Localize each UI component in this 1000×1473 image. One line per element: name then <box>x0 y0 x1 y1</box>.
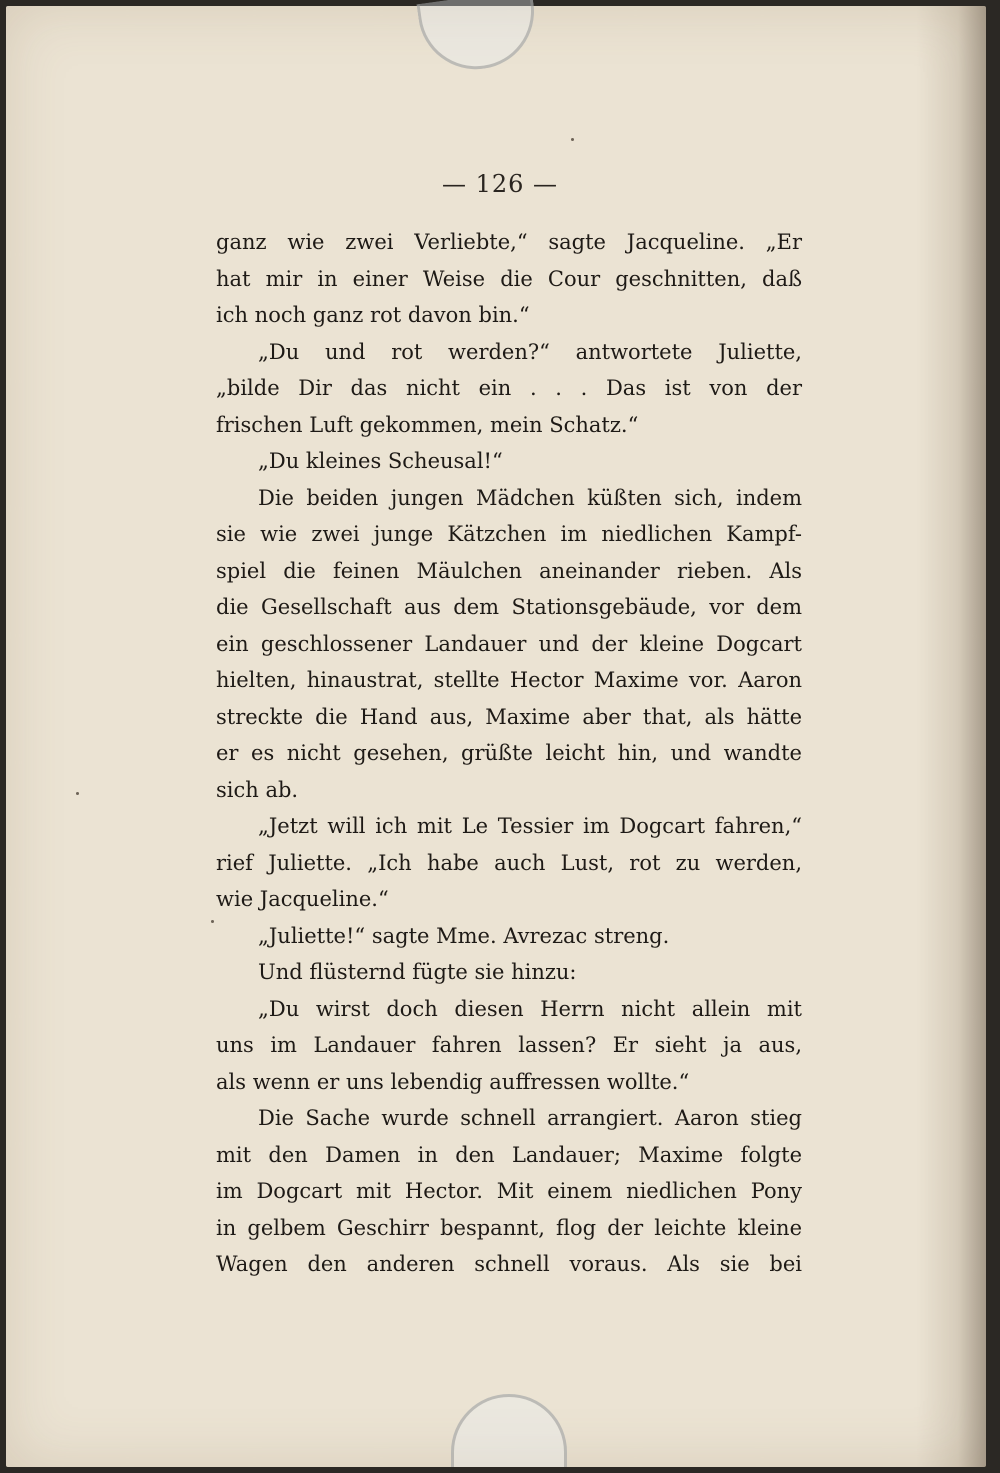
text-line: hielten, hinaustrat, stellte Hector Maxime vor. Aaron <box>216 668 802 692</box>
text-line: die Gesellschaft aus dem Stationsgebäude, vor dem <box>216 595 802 619</box>
page-number: — 126 — <box>441 170 559 198</box>
text-line: im Dogcart mit Hector. Mit einem niedlichen Pony <box>216 1179 802 1203</box>
text-line: uns im Landauer fahren lassen? Er sieht ja aus, <box>216 1033 802 1057</box>
page-clip-top <box>416 0 541 77</box>
text-line: Die Sache wurde schnell arrangiert. Aaron stieg <box>258 1106 802 1130</box>
text-line: „Du kleines Scheusal!“ <box>258 449 503 473</box>
text-line: spiel die feinen Mäulchen aneinander rieben. Als <box>216 558 802 583</box>
text-line: „Du wirst doch diesen Herrn nicht allein mit <box>258 996 802 1021</box>
text-line: in gelbem Geschirr bespannt, flog der leichte kleine <box>216 1215 802 1240</box>
text-line: rief Juliette. „Ich habe auch Lust, rot zu werden, <box>216 850 802 875</box>
text-line: sich ab. <box>216 777 299 802</box>
body-text <box>216 224 802 1283</box>
text-line: ein geschlossener Landauer und der kleine Dogcart <box>216 631 802 656</box>
text-line: mit den Damen in den Landauer; Maxime folgte <box>216 1142 802 1167</box>
text-line: Wagen den anderen schnell voraus. Als sie bei <box>216 1252 802 1276</box>
spine-shadow <box>916 6 986 1467</box>
page-clip-bottom <box>451 1394 567 1467</box>
text-line: ganz wie zwei Verliebte,“ sagte Jacqueline. „Er <box>216 230 802 254</box>
text-line: „Juliette!“ sagte Mme. Avrezac streng. <box>258 923 670 948</box>
text-line: er es nicht gesehen, grüßte leicht hin, und wandte <box>216 741 802 765</box>
text-line: wie Jacqueline.“ <box>216 887 389 911</box>
text-line: „Jetzt will ich mit Le Tessier im Dogcart fahren,“ <box>258 814 802 838</box>
text-line: frischen Luft gekommen, mein Schatz.“ <box>216 412 639 437</box>
text-line: „Du und rot werden?“ antwortete Juliette, <box>258 339 802 364</box>
paper-speck <box>211 920 214 923</box>
paper-speck <box>76 792 79 795</box>
text-line: hat mir in einer Weise die Cour geschnitten, daß <box>216 266 802 291</box>
text-line: streckte die Hand aus, Maxime aber that, als hätte <box>216 704 802 729</box>
text-line: ich noch ganz rot davon bin.“ <box>216 303 530 327</box>
text-line: als wenn er uns lebendig auffressen wollte.“ <box>216 1069 690 1094</box>
text-line: „bilde Dir das nicht ein . . . Das ist von der <box>216 376 802 400</box>
text-line: Die beiden jungen Mädchen küßten sich, indem <box>258 485 802 510</box>
text-line: Und flüsternd fügte sie hinzu: <box>258 960 577 984</box>
text-line: sie wie zwei junge Kätzchen im niedlichen Kampf- <box>216 522 802 546</box>
paper-speck <box>571 138 574 141</box>
